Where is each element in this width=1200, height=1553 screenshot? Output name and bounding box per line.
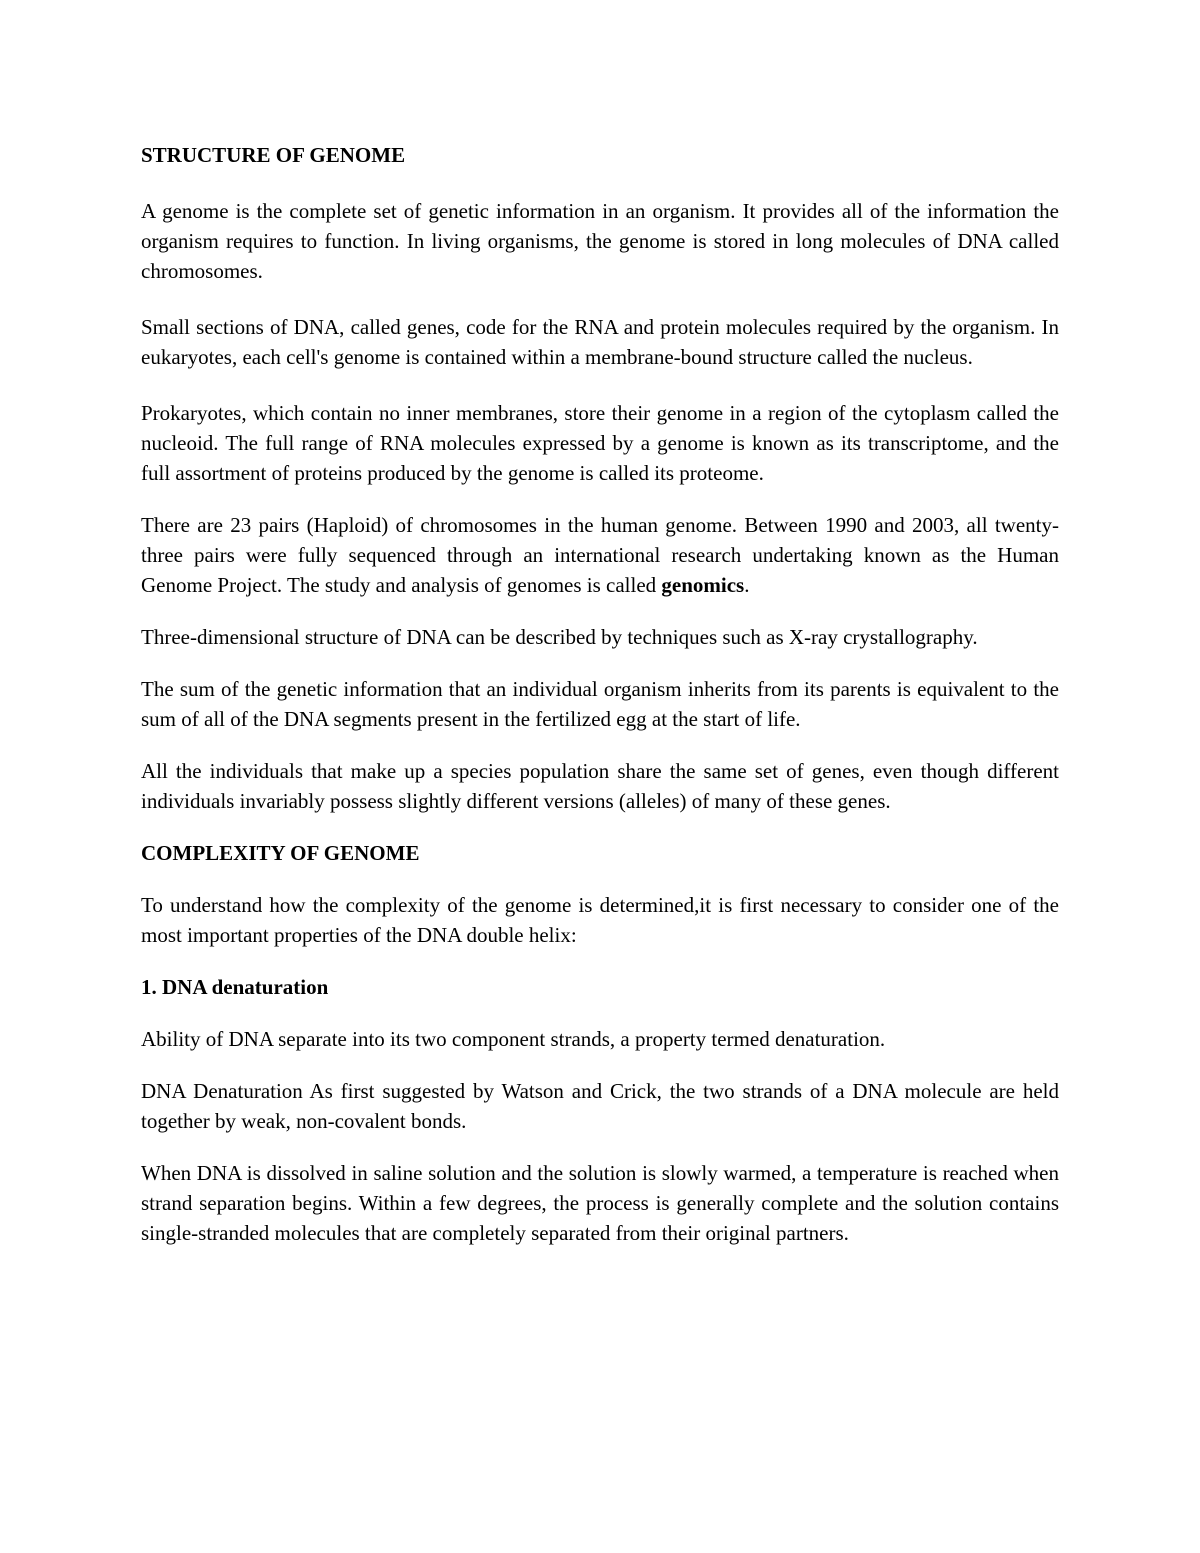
human-genome-end: .	[744, 573, 750, 597]
heading-dna-denaturation: 1. DNA denaturation	[141, 975, 329, 999]
human-genome-text: There are 23 pairs (Haploid) of chromosomes in the human genome. Between 1990 and 2003, all twenty-three pairs were fully sequenced through an international research undertaking known as the Human Genome Project. The study and analysis of genomes is called	[141, 513, 1059, 597]
paragraph-denaturation-ability: Ability of DNA separate into its two component strands, a property termed denaturation.	[141, 1027, 886, 1051]
genomics-term: genomics	[661, 573, 745, 597]
paragraph-strand-separation: When DNA is dissolved in saline solution and the solution is slowly warmed, a temperature is reached when strand separation begins. Within a few degrees, the process is generally complete and the solution contains single-stranded molecules that are completely separated from their original partners.	[141, 1161, 1059, 1245]
paragraph-genetic-sum: The sum of the genetic information that an individual organism inherits from its parents is equivalent to the sum of all of the DNA segments present in the fertilized egg at the start of life.	[141, 677, 1059, 731]
paragraph-genome-definition: A genome is the complete set of genetic information in an organism. It provides all of the information the organism requires to function. In living organisms, the genome is stored in long molecules of DNA called chromosomes.	[141, 199, 1059, 283]
paragraph-watson-crick: DNA Denaturation As first suggested by Watson and Crick, the two strands of a DNA molecule are held together by weak, non-covalent bonds.	[141, 1079, 1059, 1133]
paragraph-human-genome	[141, 510, 1059, 600]
heading-structure-of-genome: STRUCTURE OF GENOME	[141, 143, 406, 167]
paragraph-3d-structure: Three-dimensional structure of DNA can be described by techniques such as X-ray crystallography.	[141, 625, 978, 649]
paragraph-genes: Small sections of DNA, called genes, code for the RNA and protein molecules required by the organism. In eukaryotes, each cell's genome is contained within a membrane-bound structure called the nucleus.	[141, 315, 1059, 369]
paragraph-prokaryotes: Prokaryotes, which contain no inner membranes, store their genome in a region of the cytoplasm called the nucleoid. The full range of RNA molecules expressed by a genome is known as its transcriptome, and the full assortment of proteins produced by the genome is called its proteome.	[141, 401, 1059, 485]
paragraph-complexity-intro: To understand how the complexity of the genome is determined,it is first necessary to consider one of the most important properties of the DNA double helix:	[141, 893, 1059, 947]
paragraph-species-population: All the individuals that make up a species population share the same set of genes, even though different individuals invariably possess slightly different versions (alleles) of many of these genes.	[141, 759, 1059, 813]
document-page	[141, 140, 1059, 1248]
heading-complexity-of-genome: COMPLEXITY OF GENOME	[141, 841, 420, 865]
